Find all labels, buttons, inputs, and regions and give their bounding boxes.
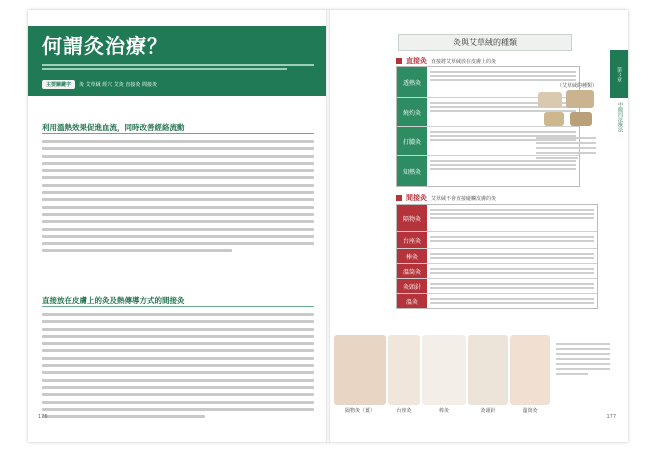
indirect-label: 間接灸 [406,194,427,202]
table-row: 溫灸 [397,294,597,308]
table-row: 台座灸 [397,232,597,249]
caption-ginger: 隔物灸（薑） [344,408,375,414]
book-spread [28,10,628,442]
table-row: 溫筒灸 [397,264,597,279]
moxa-note [536,134,596,162]
title-summary [42,62,314,72]
direct-desc: 直接將艾草絨放在皮膚上的灸 [431,58,497,65]
page-number-right: 177 [606,414,616,420]
indirect-header [396,193,496,203]
indirect-desc: 艾草絨不會直接碰觸皮膚的灸 [431,195,497,202]
table-row: 灸頭針 [397,279,597,294]
chapter-subtitle: 中醫四法療法 [617,102,623,132]
right-page [330,10,628,442]
section-heading-2: 直接放在皮膚上的灸及熱傳導方式的間接灸 [42,296,185,305]
box-title: 灸與艾草絨的種類 [398,34,572,51]
red-square-icon [396,195,402,201]
chapter-tab[interactable]: 第３章 [610,50,628,98]
photo-tube-moxa [510,335,550,405]
keywords: 灸 艾草絨 經穴 艾灸 直接灸 間接灸 [79,82,157,88]
keywords-row [42,80,157,89]
direct-label: 直接灸 [406,57,427,65]
caption-stand: 台座灸 [396,408,412,414]
section-rule-1 [42,133,314,134]
page-number-left: 176 [38,414,48,420]
photo-needle-moxa [468,335,508,405]
moxa-photo [566,90,594,108]
photo-stand-moxa [388,335,420,405]
moxa-caption: （艾草絨的種類） [556,83,597,89]
red-square-icon [396,58,402,64]
photo-stick-moxa [422,335,466,405]
caption-tube: 溫筒灸 [522,408,538,414]
left-page [28,10,326,442]
body-text-2 [42,313,314,422]
moxa-photo [538,92,562,108]
section-rule-2 [42,306,314,307]
keywords-label: 主要關鍵字 [42,80,75,89]
table-row: 棒灸 [397,249,597,264]
direct-header [396,56,496,66]
body-text-1 [42,140,314,257]
page-title: 何謂灸治療？ [42,34,168,58]
table-row: 隔物灸 [397,205,597,232]
table-row: 燒灼灸 [397,98,579,127]
table-row: 打膿灸 [397,127,579,156]
table-row: 知熱灸 [397,156,579,186]
caption-stick: 棒灸 [438,408,449,414]
indirect-table [396,204,598,309]
moxa-photo [544,112,564,126]
side-note [556,340,610,378]
caption-needle: 灸頭針 [480,408,496,414]
title-header [28,26,326,96]
section-heading-1: 利用溫熱效果促進血流，同時改善經絡流動 [42,123,185,132]
moxa-photo [570,112,592,126]
table-row: 透熱灸 [397,67,579,98]
photo-ginger-moxa [334,335,386,405]
